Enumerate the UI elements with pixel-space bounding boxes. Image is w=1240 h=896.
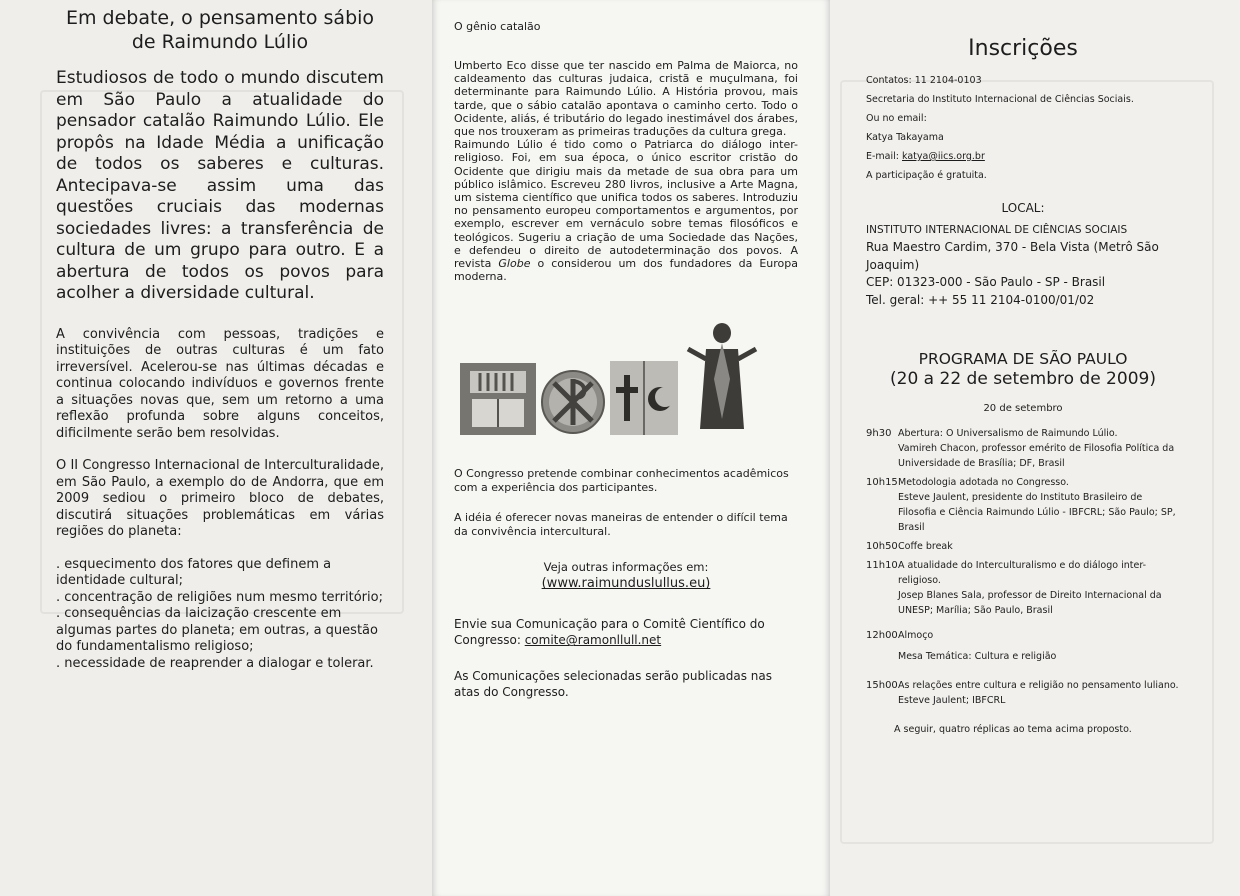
session-title: Abertura: O Universalismo de Raimundo Lúlio. xyxy=(898,428,1118,439)
contacts-line: Contatos: 11 2104-0103 xyxy=(866,75,982,86)
website-block xyxy=(454,559,798,592)
closing-note: A seguir, quatro réplicas ao tema acima proposto. xyxy=(894,724,1132,735)
left-paragraph-1: A convivência com pessoas, tradições e instituições de outras culturas é um fato irreversível. Acelerou-se nas últimas décadas e continua colocando indivíduos e governos frente a situações novas que, sem um retorno a uma reflexão profunda sobre alguns conceitos, dificilmente serão bem resolvidas. xyxy=(56,326,384,441)
list-item: . consequências da laicização crescente em algumas partes do planeta; em outras, a questão do fundamentalismo religioso; xyxy=(56,606,378,654)
schedule-day: 20 de setembro xyxy=(983,403,1063,414)
session-speaker: Vamireh Chacon, professor emérito de Filosofia Política da Universidade de Brasília; DF, Brasil xyxy=(898,443,1175,469)
jewish-book-icon xyxy=(460,363,536,435)
cross-and-crescent-icon xyxy=(610,361,678,435)
list-item: . esquecimento dos fatores que definem a identidade cultural; xyxy=(56,556,332,588)
list-item: . necessidade de reaprender a dialogar e tolerar. xyxy=(56,655,374,671)
submission-paragraph xyxy=(454,616,798,648)
publication-paragraph: As Comunicações selecionadas serão publicadas nas atas do Congresso. xyxy=(454,669,772,700)
program-title: PROGRAMA DE SÃO PAULO xyxy=(918,350,1128,368)
schedule-time: 10h50 xyxy=(866,541,898,552)
illustration-strip xyxy=(460,317,798,435)
left-paragraph-2: O II Congresso Internacional de Interculturalidade, em São Paulo, a exemplo do de Andorra, que em 2009 sediou o primeiro bloco de debates, discutirá situações problemáticas em várias regiões do planeta: xyxy=(56,458,384,539)
middle-paragraph-1: Umberto Eco disse que ter nascido em Palma de Maiorca, no caldeamento das culturas judaica, cristã e muçulmana, foi determinante para Raimundo Lúlio. A História provou, mais tarde, que o sábio catalão apontava o caminho certo. Todo o Ocidente, aliás, é tributário do legado inestimável dos árabes, que nos trouxeram as primeiras traduções da cultura grega. xyxy=(454,59,798,139)
right-panel xyxy=(830,0,1240,896)
middle-panel xyxy=(432,0,830,896)
email-label: E-mail: xyxy=(866,151,903,162)
middle-paragraph-4: A idéia é oferecer novas maneiras de entender o difícil tema da convivência intercultural. xyxy=(454,511,788,539)
local-label: LOCAL: xyxy=(1001,201,1045,215)
registration-email-link[interactable]: katya@iics.org.br xyxy=(902,151,985,162)
see-more-label: Veja outras informações em: xyxy=(543,560,709,575)
show-through-texture xyxy=(840,80,1214,844)
schedule-description: As relações entre cultura e religião no pensamento luliano. Esteve Jaulent; IBFCRL xyxy=(898,680,1179,706)
or-email-line: Ou no email: xyxy=(866,113,927,124)
submission-text: Envie sua Comunicação para o Comitê Científico do Congresso: xyxy=(454,617,765,648)
session-title: Metodologia adotada no Congresso. xyxy=(898,477,1069,488)
middle-title: O gênio catalão xyxy=(454,20,541,33)
thematic-table: Mesa Temática: Cultura e religião xyxy=(898,651,1057,662)
schedule-time: 12h00 xyxy=(866,630,898,641)
show-through-texture xyxy=(40,90,404,614)
contact-name: Katya Takayama xyxy=(866,132,944,143)
committee-email-link[interactable]: comite@ramonllull.net xyxy=(524,633,662,648)
institute-name: INSTITUTO INTERNACIONAL DE CIÊNCIAS SOCIAIS xyxy=(866,224,1128,236)
paragraph-text: o considerou um dos fundadores da Europa moderna. xyxy=(454,257,798,284)
schedule-time: 15h00 xyxy=(866,680,898,691)
secretaria-line: Secretaria do Instituto Internacional de Ciências Sociais. xyxy=(866,94,1134,105)
session-title: Coffe break xyxy=(898,541,953,552)
middle-paragraph-2 xyxy=(454,138,798,283)
website-link[interactable]: (www.raimunduslullus.eu) xyxy=(541,576,711,592)
free-participation-line: A participação é gratuita. xyxy=(866,170,987,181)
schedule-time: 9h30 xyxy=(866,428,892,439)
ramon-llull-figure-icon xyxy=(682,319,762,435)
left-lead-paragraph: Estudiosos de todo o mundo discutem em São Paulo a atualidade do pensador catalão Raimundo Lúlio. Ele propôs na Idade Média a unificação de todos os saberes e culturas. Antecipava-se assim uma das questões cruciais das modernas sociedades livres: a transferência de cultura de um grupo para outro. E a abertura de todos os povos para acolher a diversidade cultural. xyxy=(56,68,384,303)
schedule-time: 11h10 xyxy=(866,560,898,571)
list-item: . concentração de religiões num mesmo território; xyxy=(56,589,383,605)
session-speaker: Josep Blanes Sala, professor de Direito Internacional da UNESP; Marília; São Paulo, Brasil xyxy=(898,590,1162,616)
left-title: Em debate, o pensamento sábio de Raimundo Lúlio xyxy=(65,7,375,53)
address-line-1: Rua Maestro Cardim, 370 - Bela Vista (Metrô São Joaquim) xyxy=(866,240,1159,272)
schedule-time: 10h15 xyxy=(866,477,898,488)
left-panel xyxy=(0,0,432,896)
paragraph-text: Raimundo Lúlio é tido como o Patriarca do diálogo inter-religioso. Foi, em sua época, o único escritor cristão do Ocidente que dirigiu mais da metade de sua obra para um público islâmico. Escreveu 280 livros, inclusive a Arte Magna, um sistema científico que unifica todos os saberes. Introduziu no pensamento europeu comportamentos e argumentos, por exemplo, escrever em vernáculo sobre temas filosóficos e teológicos. Sugeriu a criação de uma Sociedade das Nações, e defendeu o direito de autodeterminação dos povos. A revista xyxy=(454,138,798,271)
address-line-2: CEP: 01323-000 - São Paulo - SP - Brasil xyxy=(866,275,1106,289)
session-title: A atualidade do Interculturalismo e do diálogo inter-religioso. xyxy=(898,560,1147,586)
chi-rho-icon xyxy=(540,369,606,435)
registration-title: Inscrições xyxy=(968,36,1078,61)
session-speaker: Esteve Jaulent, presidente do Instituto Brasileiro de Filosofia e Ciência Raimundo Lúlio - IBFCRL; São Paulo; SP, Brasil xyxy=(898,492,1176,533)
program-dates: (20 a 22 de setembro de 2009) xyxy=(890,369,1156,389)
phone-line: Tel. geral: ++ 55 11 2104-0100/01/02 xyxy=(866,292,1095,307)
session-title: Almoço xyxy=(898,630,934,641)
middle-paragraph-3: O Congresso pretende combinar conhecimentos acadêmicos com a experiência dos participantes. xyxy=(454,467,789,495)
magazine-name: Globe xyxy=(498,257,531,271)
